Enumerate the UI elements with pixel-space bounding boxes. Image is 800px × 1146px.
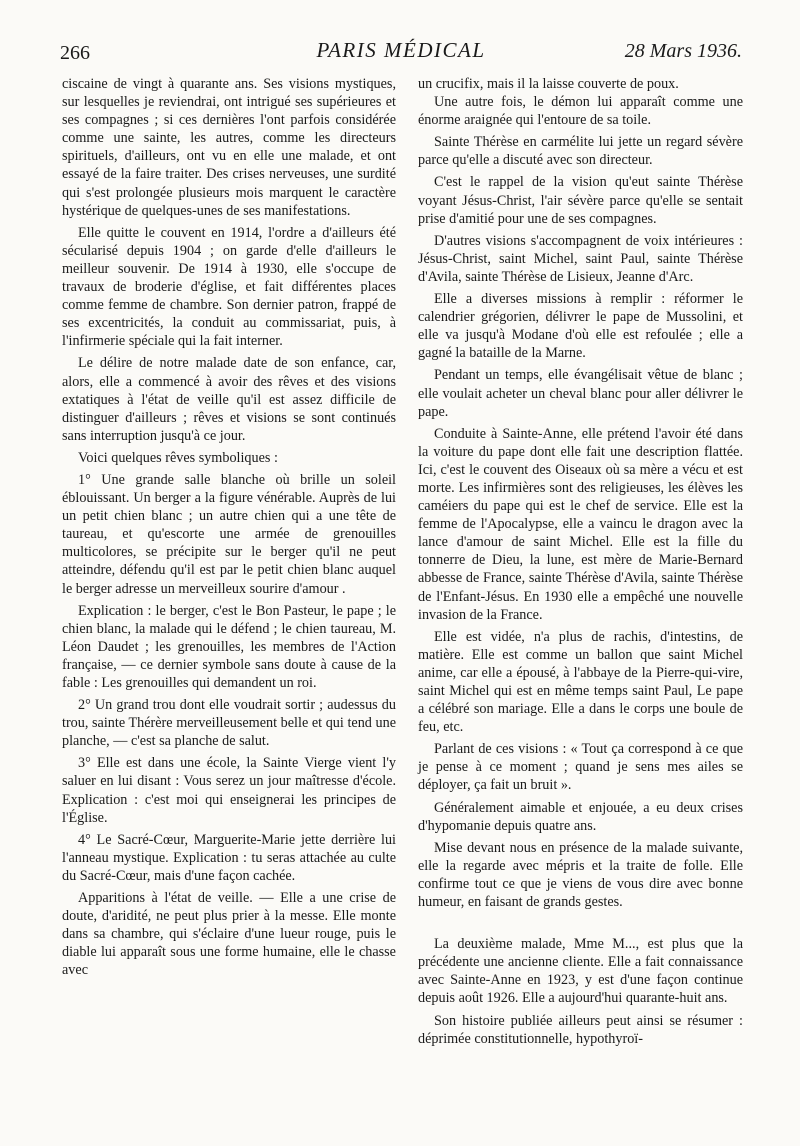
paragraph: Elle est vidée, n'a plus de rachis, d'intestins, de matière. Elle est comme un ballon que saint Michel anime, car elle a épousé, à l'abbaye de la Pierre-qui-vire, saint Michel qui est en même temps saint Paul, Le pape a célébré son mariage. Elle a dans le corps une boule de feu, etc. bbox=[418, 628, 743, 736]
page-number: 266 bbox=[60, 42, 90, 64]
paragraph: Parlant de ces visions : « Tout ça correspond à ce que je pense à ce moment ; quand je sens mes ailes se déployer, ça fait un bruit ». bbox=[418, 741, 743, 794]
paragraph: Apparitions à l'état de veille. — Elle a une crise de doute, d'aridité, ne peut plus prier à la messe. Elle monte dans sa chambre, qui s'éclaire d'une lueur rouge, puis le diable lui apparaît sous une forme humaine, elle le chasse avec bbox=[62, 890, 396, 979]
paragraph: ciscaine de vingt à quarante ans. Ses visions mystiques, sur lesquelles je reviendrai, ont intrigué ses supérieures et ses compagnes ; si ces dernières l'ont parfois considérée comme une sainte, les autres, comme les directeurs spirituels, d'ailleurs, ont vu en elle une malade, et ont essayé de la faire traiter. Des crises nerveuses, une surdité qui s'est prolongée plusieurs mois marquent le caractère hystérique de quelques-unes de ses manifestations. bbox=[62, 76, 396, 219]
paragraph: Mise devant nous en présence de la malade suivante, elle la regarde avec mépris et la traite de folle. Elle confirme tout ce que je viens de vous dire avec bonne humeur, en faisant de grands gestes. bbox=[418, 839, 743, 911]
paragraph: Conduite à Sainte-Anne, elle prétend l'avoir été dans la voiture du pape dont elle fait une description flattée. Ici, c'est le couvent des Oiseaux où sa mère a vécu et est morte. Les infirmières sont des religieuses, les élèves les caméiers du pape qui est le chef de service. Elle est la femme de l'Apocalypse, elle a vaincu le dragon avec la lance d'amour de saint Michel. Elle est la fille du tonnerre de Dieu, la lune, est mère de Marie-Bernard abbesse de France, sainte Thérèse d'Avila, sainte Thérèse de l'Enfant-Jésus. En 1930 elle a empêché une nouvelle invasion de la France. bbox=[418, 425, 743, 623]
paragraph: 2° Un grand trou dont elle voudrait sortir ; audessus du trou, sainte Thérère merveilleusement belle et qui tend une planche, — c'est sa planche de salut. bbox=[62, 697, 396, 750]
paragraph: D'autres visions s'accompagnent de voix intérieures : Jésus-Christ, saint Michel, saint Paul, sainte Thérèse d'Avila, sainte Thérèse de Lisieux, Jeanne d'Arc. bbox=[418, 232, 743, 285]
paragraph: Généralement aimable et enjouée, a eu deux crises d'hypomanie depuis quatre ans. bbox=[418, 799, 743, 834]
paragraph: Elle quitte le couvent en 1914, l'ordre a d'ailleurs été sécularisé depuis 1904 ; on garde d'elle d'ailleurs le meilleur souvenir. De 1914 à 1930, elle s'occupe de travaux de broderie d'église, et fait différentes places comme femme de chambre. Son dernier patron, frappé de ses excentricités, la conduit au commissariat, puis, à l'infirmerie spéciale qui la fait interner. bbox=[62, 224, 396, 350]
paragraph: Le délire de notre malade date de son enfance, car, alors, elle a commencé à avoir des rêves et des visions extatiques à l'état de veille qu'il est assez difficile de distinguer d'ailleurs ; rêves et visions se sont continués sans interruption jusqu'à ce jour. bbox=[62, 355, 396, 444]
paragraph: C'est le rappel de la vision qu'eut sainte Thérèse voyant Jésus-Christ, l'air sévère parce qu'elle se sentait prise d'amitié pour une de ses compagnes. bbox=[418, 174, 743, 227]
paragraph: Explication : le berger, c'est le Bon Pasteur, le pape ; le chien blanc, la malade qui le défend ; le chien taureau, M. Léon Daudet ; les grenouilles, les membres de l'Action française, — ce dernier symbole sans doute à cause de la fable : Les grenouilles qui demandent un roi. bbox=[62, 602, 396, 691]
page-header bbox=[60, 38, 742, 68]
paragraph: 4° Le Sacré-Cœur, Marguerite-Marie jette derrière lui l'anneau mystique. Explication : tu seras attachée au culte du Sacré-Cœur, mais d'une façon cachée. bbox=[62, 831, 396, 884]
issue-date: 28 Mars 1936. bbox=[624, 40, 742, 62]
paragraph: La deuxième malade, Mme M..., est plus que la précédente une ancienne cliente. Elle a fait connaissance avec Sainte-Anne en 1923, y est d'une façon continue depuis août 1926. Elle a aujourd'hui quarante-huit ans. bbox=[418, 936, 743, 1007]
paragraph: 3° Elle est dans une école, la Sainte Vierge vient l'y saluer en lui disant : Vous serez un jour maîtresse d'école. Explication : c'est moi qui enseignerai les principes de l'Église. bbox=[62, 755, 396, 826]
right-column bbox=[418, 75, 743, 1048]
paragraph: 1° Une grande salle blanche où brille un soleil éblouissant. Un berger a la figure vénérable. Auprès de lui un petit chien blanc ; un autre chien qui a une tête de taureau, et qu'escorte une armée de grenouilles multicolores, se précipite sur le berger qu'il ne peut atteindre, défendu qu'il est par le petit chien blanc auquel le berger adresse un merveilleux sourire d'amour . bbox=[62, 471, 396, 597]
paragraph: Son histoire publiée ailleurs peut ainsi se résumer : déprimée constitutionnelle, hypothyroï- bbox=[418, 1012, 743, 1047]
paragraph: Une autre fois, le démon lui apparaît comme une énorme araignée qui l'entoure de sa toile. bbox=[418, 94, 743, 129]
paragraph: Sainte Thérèse en carmélite lui jette un regard sévère parce qu'elle a discuté avec son directeur. bbox=[418, 134, 743, 169]
left-column bbox=[62, 75, 396, 980]
paragraph: Pendant un temps, elle évangélisait vêtue de blanc ; elle voulait acheter un cheval blanc pour aller délivrer le pape. bbox=[418, 367, 743, 420]
journal-title: PARIS MÉDICAL bbox=[316, 38, 486, 62]
paragraph: Voici quelques rêves symboliques : bbox=[78, 449, 278, 466]
paragraph: Elle a diverses missions à remplir : réformer le calendrier grégorien, délivrer le pape de Mussolini, et elle va jusqu'à Modane d'où elle est refoulée ; elle a gagné la bataille de la Marne. bbox=[418, 291, 743, 362]
paragraph: un crucifix, mais il la laisse couverte de poux. bbox=[418, 76, 679, 92]
